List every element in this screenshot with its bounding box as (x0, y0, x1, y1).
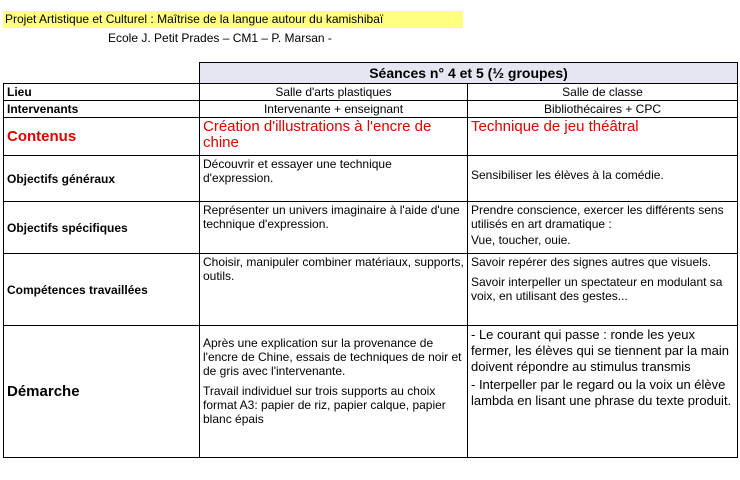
row-label-intervenants: Intervenants (4, 101, 200, 118)
objectifs-generaux-cell-2: Sensibiliser les élèves à la comédie. (468, 156, 738, 202)
competences-text-1: Savoir repérer des signes autres que visuels. (471, 255, 712, 269)
demarche-cell-1 (200, 326, 468, 458)
objectifs-specifiques-senses: Vue, toucher, ouie. (471, 233, 571, 247)
demarche-text-1: Après une explication sur la provenance de l'encre de Chine, essais de techniques de noir et de gris avec l'intervenante. (203, 336, 462, 378)
row-label-objectifs-specifiques: Objectifs spécifiques (4, 202, 200, 254)
competences-cell-1: Choisir, manipuler combiner matériaux, supports, outils. (200, 254, 468, 326)
table-row-objectifs-generaux (4, 156, 738, 202)
objectifs-specifiques-text: Prendre conscience, exercer les différents sens utilisés en art dramatique : (471, 203, 724, 231)
row-label-competences: Compétences travaillées (4, 254, 200, 326)
seances-header-row (4, 63, 738, 84)
table-row-competences (4, 254, 738, 326)
intervenants-cell-1: Intervenante + enseignant (200, 101, 468, 118)
table-row-lieu (4, 84, 738, 101)
seances-table (3, 62, 738, 458)
demarche-text-2: Travail individuel sur trois supports au choix format A3: papier de riz, papier calque, papier blanc épais (203, 384, 446, 426)
competences-text-2: Savoir interpeller un spectateur en modulant sa voix, en utilisant des gestes... (471, 275, 723, 303)
table-row-contenus (4, 118, 738, 156)
contenus-cell-2: Technique de jeu théâtral (468, 118, 738, 156)
intervenants-cell-2: Bibliothécaires + CPC (468, 101, 738, 118)
objectifs-generaux-cell-1: Découvrir et essayer une technique d'expression. (200, 156, 468, 202)
document-subtitle: Ecole J. Petit Prades – CM1 – P. Marsan - (108, 31, 332, 45)
objectifs-specifiques-cell-2 (468, 202, 738, 254)
row-label-contenus: Contenus (4, 118, 200, 156)
competences-cell-2 (468, 254, 738, 326)
table-row-demarche (4, 326, 738, 458)
table-row-intervenants (4, 101, 738, 118)
document-title: Projet Artistique et Culturel : Maîtrise de la langue autour du kamishibaï (3, 11, 463, 28)
row-label-objectifs-generaux: Objectifs généraux (4, 156, 200, 202)
demarche-activity-2: - Interpeller par le regard ou la voix un élève lambda en lisant une phrase du texte produit. (471, 377, 732, 408)
table-row-objectifs-specifiques (4, 202, 738, 254)
demarche-activity-1: - Le courant qui passe : ronde les yeux fermer, les élèves qui se tiennent par la main doivent répondre au stimulus transmis (471, 327, 729, 374)
row-label-lieu: Lieu (4, 84, 200, 101)
demarche-cell-2 (468, 326, 738, 458)
row-label-demarche: Démarche (4, 326, 200, 458)
contenus-cell-1: Création d'illustrations à l'encre de chine (200, 118, 468, 156)
seances-title: Séances n° 4 et 5 (½ groupes) (200, 63, 738, 84)
lieu-cell-2: Salle de classe (468, 84, 738, 101)
objectifs-specifiques-cell-1: Représenter un univers imaginaire à l'aide d'une technique d'expression. (200, 202, 468, 254)
lieu-cell-1: Salle d'arts plastiques (200, 84, 468, 101)
